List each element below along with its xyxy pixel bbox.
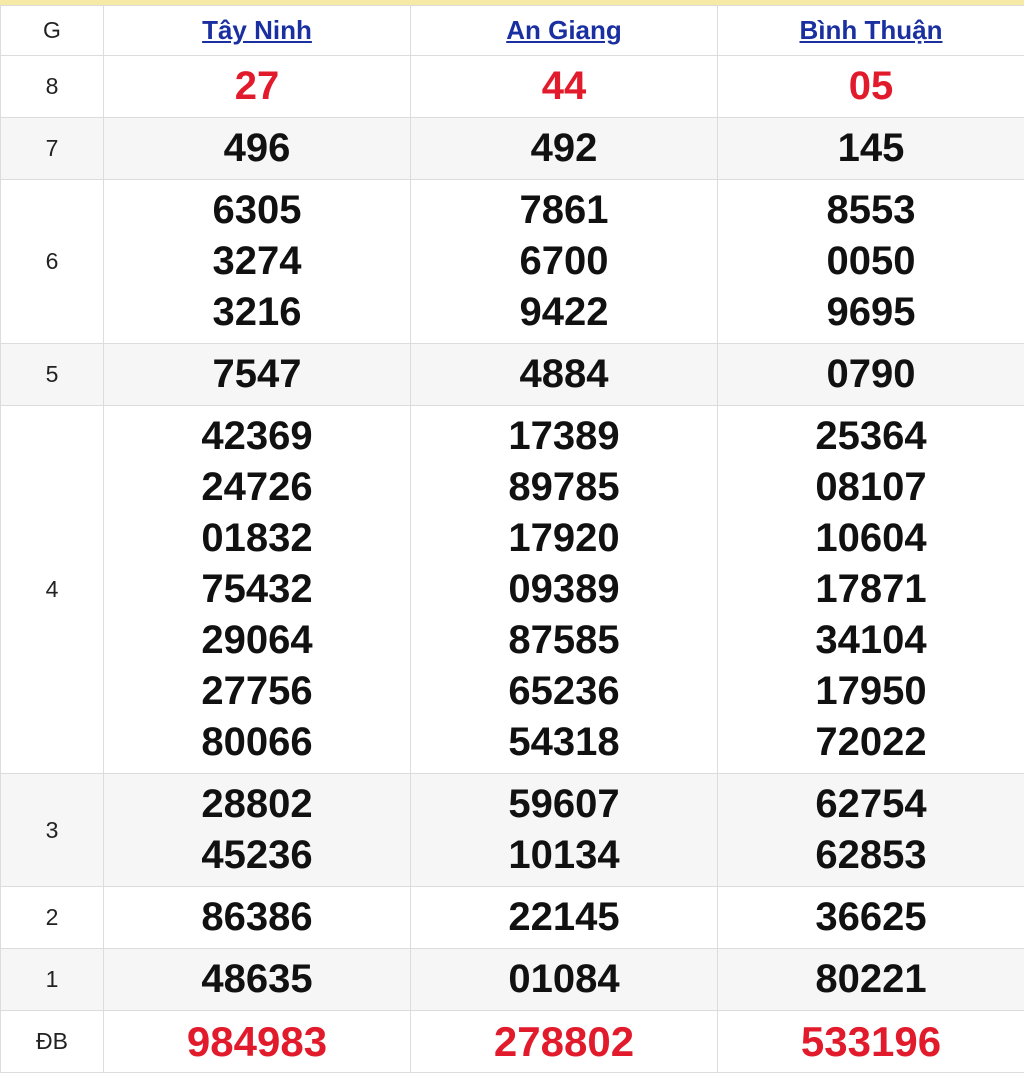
winning-number: 72022 — [815, 717, 926, 768]
winning-number: 24726 — [201, 462, 312, 513]
prize-numbers-cell — [411, 344, 718, 406]
prize-numbers-cell — [104, 406, 411, 774]
number-list — [104, 774, 410, 886]
province-link-binh-thuan[interactable]: Bình Thuận — [800, 15, 943, 45]
prize-numbers-cell — [104, 56, 411, 118]
winning-number: 0050 — [827, 236, 916, 287]
prize-numbers-cell — [104, 344, 411, 406]
prize-numbers-cell — [718, 406, 1024, 774]
number-list — [718, 406, 1024, 773]
number-list — [411, 1011, 717, 1072]
prize-label: 7 — [46, 135, 59, 161]
number-list — [718, 1011, 1024, 1072]
number-list — [411, 887, 717, 948]
winning-number: 27 — [235, 61, 280, 112]
winning-number: 08107 — [815, 462, 926, 513]
winning-number: 80221 — [815, 954, 926, 1005]
prize-label-cell — [1, 56, 104, 118]
number-list — [411, 118, 717, 179]
prize-label: 8 — [46, 73, 59, 99]
prize-numbers-cell — [104, 118, 411, 180]
prize-label-cell — [1, 1011, 104, 1073]
winning-number: 10604 — [815, 513, 926, 564]
province-header — [411, 6, 718, 56]
number-list — [104, 887, 410, 948]
winning-number: 45236 — [201, 830, 312, 881]
winning-number: 34104 — [815, 615, 926, 666]
number-list — [411, 774, 717, 886]
winning-number: 496 — [224, 123, 291, 174]
prize-row — [1, 180, 1024, 344]
prize-numbers-cell — [104, 180, 411, 344]
winning-number: 9422 — [520, 287, 609, 338]
province-link-tay-ninh[interactable]: Tây Ninh — [202, 15, 312, 45]
prize-label: 4 — [46, 576, 59, 602]
winning-number: 29064 — [201, 615, 312, 666]
prize-numbers-cell — [104, 1011, 411, 1073]
number-list — [104, 1011, 410, 1072]
winning-number: 05 — [849, 61, 894, 112]
prize-numbers-cell — [718, 344, 1024, 406]
number-list — [104, 344, 410, 405]
number-list — [718, 774, 1024, 886]
number-list — [718, 56, 1024, 117]
winning-number: 89785 — [508, 462, 619, 513]
prize-numbers-cell — [411, 406, 718, 774]
winning-number: 28802 — [201, 779, 312, 830]
province-header — [718, 6, 1024, 56]
number-list — [718, 949, 1024, 1010]
winning-number: 01084 — [508, 954, 619, 1005]
province-link-an-giang[interactable]: An Giang — [506, 15, 622, 45]
prize-numbers-cell — [718, 118, 1024, 180]
winning-number: 44 — [542, 61, 587, 112]
winning-number: 9695 — [827, 287, 916, 338]
winning-number: 42369 — [201, 411, 312, 462]
winning-number: 3216 — [213, 287, 302, 338]
winning-number: 7547 — [213, 349, 302, 400]
winning-number: 4884 — [520, 349, 609, 400]
prize-label-cell — [1, 949, 104, 1011]
prize-row — [1, 774, 1024, 887]
prize-label-cell — [1, 344, 104, 406]
winning-number: 10134 — [508, 830, 619, 881]
prize-label: ĐB — [36, 1028, 68, 1054]
number-list — [718, 344, 1024, 405]
results-body — [1, 56, 1024, 1073]
prize-numbers-cell — [104, 887, 411, 949]
number-list — [718, 118, 1024, 179]
winning-number: 6700 — [520, 236, 609, 287]
table-header-row — [1, 6, 1024, 56]
prize-numbers-cell — [718, 887, 1024, 949]
winning-number: 62754 — [815, 779, 926, 830]
number-list — [104, 118, 410, 179]
prize-label-cell — [1, 180, 104, 344]
prize-label: 1 — [46, 966, 59, 992]
prize-row — [1, 56, 1024, 118]
prize-row — [1, 406, 1024, 774]
number-list — [718, 180, 1024, 343]
winning-number: 3274 — [213, 236, 302, 287]
winning-number: 145 — [838, 123, 905, 174]
number-list — [104, 949, 410, 1010]
winning-number: 984983 — [187, 1016, 327, 1067]
prize-numbers-cell — [718, 56, 1024, 118]
prize-row — [1, 1011, 1024, 1073]
winning-number: 6305 — [213, 185, 302, 236]
winning-number: 7861 — [520, 185, 609, 236]
prize-label-cell — [1, 774, 104, 887]
prize-numbers-cell — [411, 180, 718, 344]
prize-numbers-cell — [411, 1011, 718, 1073]
prize-row — [1, 887, 1024, 949]
prize-label: 3 — [46, 817, 59, 843]
prize-row — [1, 344, 1024, 406]
winning-number: 01832 — [201, 513, 312, 564]
winning-number: 17920 — [508, 513, 619, 564]
prize-numbers-cell — [411, 949, 718, 1011]
prize-label-cell — [1, 887, 104, 949]
winning-number: 54318 — [508, 717, 619, 768]
prize-numbers-cell — [411, 118, 718, 180]
winning-number: 22145 — [508, 892, 619, 943]
province-header — [104, 6, 411, 56]
winning-number: 62853 — [815, 830, 926, 881]
winning-number: 48635 — [201, 954, 312, 1005]
prize-numbers-cell — [718, 1011, 1024, 1073]
winning-number: 65236 — [508, 666, 619, 717]
prize-row — [1, 949, 1024, 1011]
prize-label: 6 — [46, 248, 59, 274]
winning-number: 36625 — [815, 892, 926, 943]
winning-number: 80066 — [201, 717, 312, 768]
prize-numbers-cell — [104, 949, 411, 1011]
number-list — [411, 344, 717, 405]
winning-number: 17389 — [508, 411, 619, 462]
prize-label: 2 — [46, 904, 59, 930]
winning-number: 533196 — [801, 1016, 941, 1067]
prize-row — [1, 118, 1024, 180]
winning-number: 59607 — [508, 779, 619, 830]
prize-label-cell — [1, 118, 104, 180]
winning-number: 278802 — [494, 1016, 634, 1067]
winning-number: 86386 — [201, 892, 312, 943]
winning-number: 09389 — [508, 564, 619, 615]
number-list — [104, 180, 410, 343]
winning-number: 492 — [531, 123, 598, 174]
number-list — [104, 56, 410, 117]
prize-column-label: G — [43, 17, 61, 43]
winning-number: 8553 — [827, 185, 916, 236]
number-list — [104, 406, 410, 773]
number-list — [718, 887, 1024, 948]
winning-number: 25364 — [815, 411, 926, 462]
prize-numbers-cell — [104, 774, 411, 887]
prize-label: 5 — [46, 361, 59, 387]
number-list — [411, 949, 717, 1010]
prize-numbers-cell — [718, 949, 1024, 1011]
winning-number: 27756 — [201, 666, 312, 717]
winning-number: 75432 — [201, 564, 312, 615]
prize-numbers-cell — [411, 887, 718, 949]
prize-column-header — [1, 6, 104, 56]
prize-label-cell — [1, 406, 104, 774]
prize-numbers-cell — [718, 180, 1024, 344]
prize-numbers-cell — [411, 774, 718, 887]
winning-number: 0790 — [827, 349, 916, 400]
prize-numbers-cell — [411, 56, 718, 118]
winning-number: 87585 — [508, 615, 619, 666]
number-list — [411, 56, 717, 117]
winning-number: 17871 — [815, 564, 926, 615]
lottery-results-table — [0, 5, 1024, 1073]
number-list — [411, 180, 717, 343]
prize-numbers-cell — [718, 774, 1024, 887]
number-list — [411, 406, 717, 773]
winning-number: 17950 — [815, 666, 926, 717]
